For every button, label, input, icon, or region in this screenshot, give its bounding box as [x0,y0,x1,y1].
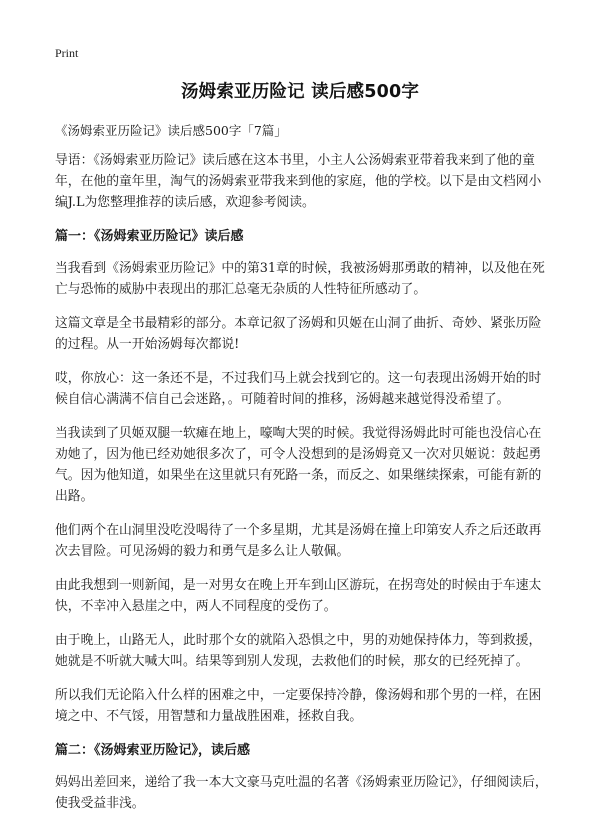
document-body [55,150,549,827]
body-paragraph: 这篇文章是全书最精彩的部分。本章记叙了汤姆和贝姬在山洞了曲折、奇妙、紧张历险的过程。从一开始汤姆每次都说! [55,316,542,352]
body-paragraph: 哎，你放心：这一条还不是，不过我们马上就会找到它的。这一句表现出汤姆开始的时候自信心满满不信自己会迷路，。可随着时间的推移，汤姆越来越觉得没希望了。 [55,371,542,407]
body-paragraph: 由于晚上，山路无人，此时那个女的就陷入恐惧之中，男的劝她保持体力，等到救援，她就是不听就大喊大叫。结果等到别人发现，去救他们的时候，那女的已经死掉了。 [55,633,542,669]
print-link[interactable]: Print [55,46,79,60]
body-paragraph: 妈妈出差回来，递给了我一本大文豪马克吐温的名著《汤姆索亚历险记》，仔细阅读后，使我受益非浅。 [55,775,548,811]
body-paragraph: 当我看到《汤姆索亚历险记》中的第31章的时候，我被汤姆那勇敢的精神，以及他在死亡与恐怖的威胁中表现出的那汇总毫无杂质的人性特征所感动了。 [55,261,545,297]
intro-paragraph: 导语：《汤姆索亚历险记》读后感在这本书里，小主人公汤姆索亚带着我来到了他的童年，在他的童年里，淘气的汤姆索亚带我来到他的家庭，他的学校。以下是由文档网小编J.L为您整理推荐的读后感，欢迎参考阅读。 [55,153,542,210]
page-title: 汤姆索亚历险记 读后感500字 [180,82,420,102]
body-paragraph: 所以我们无论陷入什么样的困难之中，一定要保持冷静，像汤姆和那个男的一样，在困境之中、不气馁，用智慧和力量战胜困难，拯救自我。 [55,688,542,724]
document-subtitle: 《汤姆索亚历险记》读后感500字「7篇」 [55,123,287,138]
body-paragraph: 当我读到了贝姬双腿一软瘫在地上，嚎啕大哭的时候。我觉得汤姆此时可能也没信心在劝她了，因为他已经劝她很多次了，可令人没想到的是汤姆竟又一次对贝姬说：鼓起勇气。因为他知道，如果坐在这里就只有死路一条，而反之、如果继续探索，可能有新的出路。 [55,426,542,504]
section-heading-2: 篇二：《汤姆索亚历险记》，读后感 [55,743,251,758]
body-paragraph: 由此我想到一则新闻，是一对男女在晚上开车到山区游玩，在拐弯处的时候由于车速太快，不幸冲入悬崖之中，两人不同程度的受伤了。 [55,578,542,614]
body-paragraph: 他们两个在山洞里没吃没喝待了一个多星期，尤其是汤姆在撞上印第安人乔之后还敢再次去冒险。可见汤姆的毅力和勇气是多么让人敬佩。 [55,523,542,559]
section-heading-1: 篇一：《汤姆索亚历险记》读后感 [55,229,244,244]
